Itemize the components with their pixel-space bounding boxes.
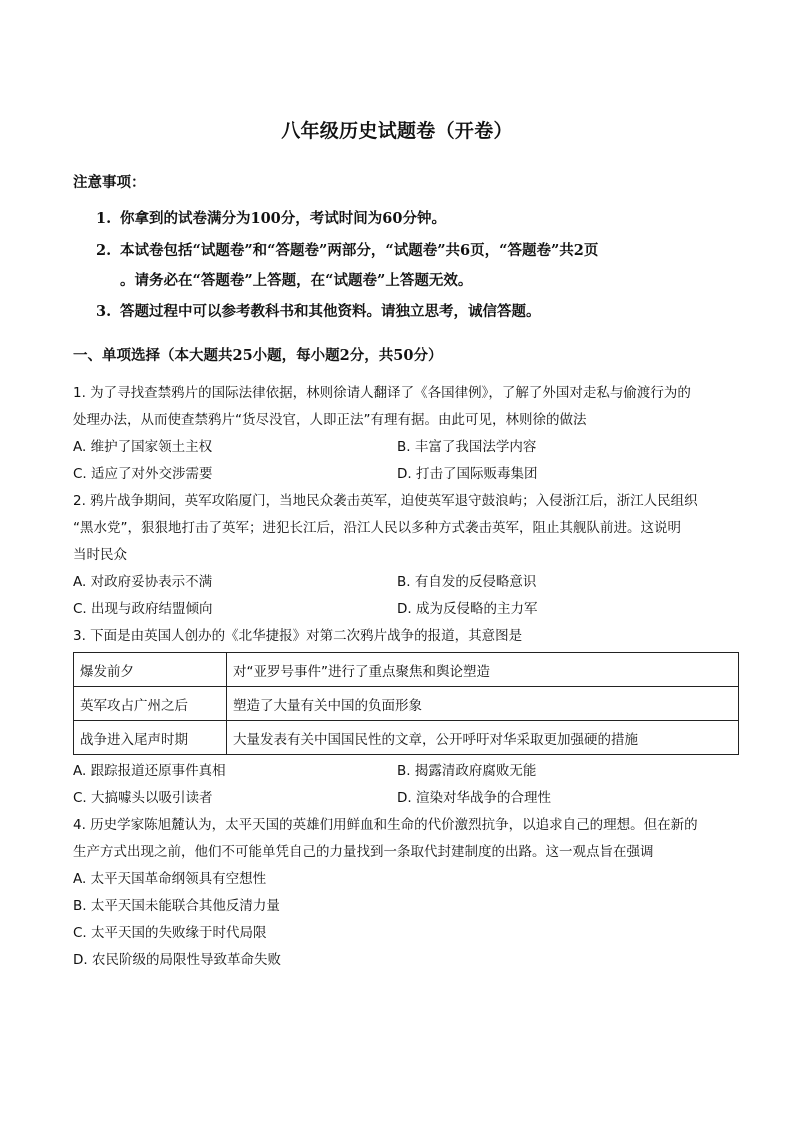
notice-item-number: 2. xyxy=(96,242,112,259)
question-1-option-b: B. 丰富了我国法学内容 xyxy=(397,439,537,455)
question-1-option-a: A. 维护了国家领土主权 xyxy=(73,439,213,455)
question-4-option-a: A. 太平天国革命纲领具有空想性 xyxy=(73,871,267,887)
notice-item xyxy=(96,239,598,260)
table-cell: 爆发前夕 xyxy=(74,653,227,687)
question-1-line: 处理办法，从而使查禁鸦片“货尽没官，人即正法”有理有据。由此可见，林则徐的做法 xyxy=(73,412,587,428)
table-cell: 英军攻占广州之后 xyxy=(74,687,227,721)
notice-item-continuation: 。请务必在“答题卷”上答题，在“试题卷”上答题无效。 xyxy=(120,272,473,289)
notice-item-text: 答题过程中可以参考教科书和其他资料。请独立思考，诚信答题。 xyxy=(120,303,541,320)
question-1-option-c: C. 适应了对外交涉需要 xyxy=(73,466,213,482)
notice-heading: 注意事项： xyxy=(73,174,146,191)
question-3-option-c: C. 大搞噱头以吸引读者 xyxy=(73,790,213,806)
section-heading: 一、单项选择（本大题共25小题，每小题2分，共50分） xyxy=(73,347,443,364)
table-row xyxy=(74,721,739,755)
table-cell: 对“亚罗号事件”进行了重点聚焦和舆论塑造 xyxy=(227,653,739,687)
question-2-option-c: C. 出现与政府结盟倾向 xyxy=(73,601,213,617)
question-4-line: 4. 历史学家陈旭麓认为，太平天国的英雄们用鲜血和生命的代价激烈抗争，以追求自己的理想。但在新的 xyxy=(73,817,698,833)
notice-item xyxy=(96,300,541,321)
question-2-option-d: D. 成为反侵略的主力军 xyxy=(397,601,538,617)
notice-item-number: 3. xyxy=(96,303,112,320)
table-cell: 大量发表有关中国国民性的文章，公开呼吁对华采取更加强硬的措施 xyxy=(227,721,739,755)
question-3-line: 3. 下面是由英国人创办的《北华捷报》对第二次鸦片战争的报道，其意图是 xyxy=(73,628,523,644)
table-cell: 战争进入尾声时期 xyxy=(74,721,227,755)
question-1-option-d: D. 打击了国际贩毒集团 xyxy=(397,466,538,482)
question-2-line: 当时民众 xyxy=(73,547,127,563)
question-2-line: “黑水党”，狠狠地打击了英军；进犯长江后，沿江人民以多种方式袭击英军，阻止其舰队前进。这说明 xyxy=(73,520,681,536)
table-cell: 塑造了大量有关中国的负面形象 xyxy=(227,687,739,721)
question-2-option-a: A. 对政府妥协表示不满 xyxy=(73,574,213,590)
question-3-option-d: D. 渲染对华战争的合理性 xyxy=(397,790,551,806)
question-4-option-c: C. 太平天国的失败缘于时代局限 xyxy=(73,925,267,941)
page-title: 八年级历史试题卷（开卷） xyxy=(281,120,513,142)
table-row xyxy=(74,653,739,687)
notice-item-text: 本试卷包括“试题卷”和“答题卷”两部分，“试题卷”共6页，“答题卷”共2页 xyxy=(120,242,599,259)
question-3-option-b: B. 揭露清政府腐败无能 xyxy=(397,763,537,779)
question-1-line: 1. 为了寻找查禁鸦片的国际法律依据，林则徐请人翻译了《各国律例》，了解了外国对走私与偷渡行为的 xyxy=(73,385,691,401)
question-2-option-b: B. 有自发的反侵略意识 xyxy=(397,574,537,590)
question-2-line: 2. 鸦片战争期间，英军攻陷厦门，当地民众袭击英军，迫使英军退守鼓浪屿；入侵浙江后，浙江人民组织 xyxy=(73,493,698,509)
notice-item-text: 你拿到的试卷满分为100分，考试时间为60分钟。 xyxy=(120,210,446,227)
question-4-line: 生产方式出现之前，他们不可能单凭自己的力量找到一条取代封建制度的出路。这一观点旨在强调 xyxy=(73,844,654,860)
question-3-option-a: A. 跟踪报道还原事件真相 xyxy=(73,763,226,779)
notice-item-number: 1. xyxy=(96,210,112,227)
question-4-option-d: D. 农民阶级的局限性导致革命失败 xyxy=(73,952,281,968)
notice-item xyxy=(96,207,446,228)
table-row xyxy=(74,687,739,721)
question-4-option-b: B. 太平天国未能联合其他反清力量 xyxy=(73,898,280,914)
question-3-source-table xyxy=(73,652,739,755)
